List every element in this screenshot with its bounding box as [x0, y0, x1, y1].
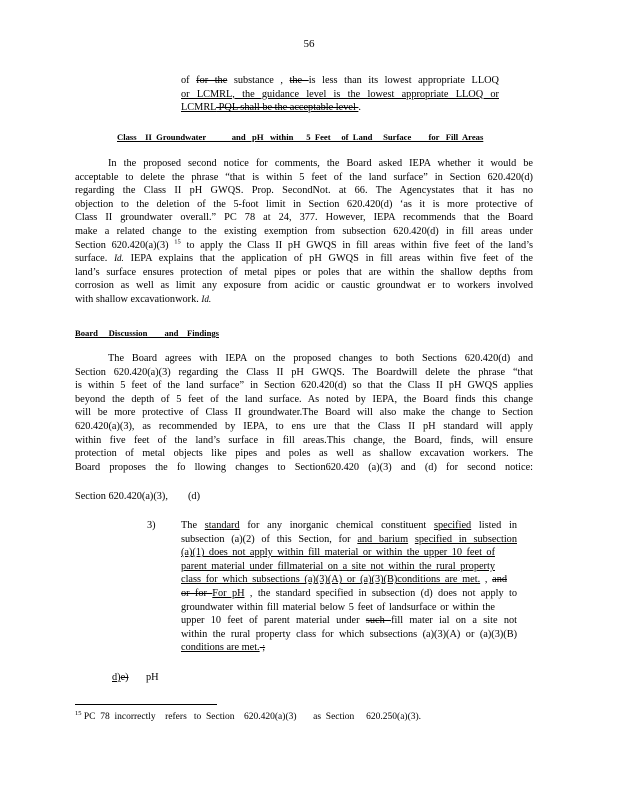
item-d-ph: [112, 671, 232, 685]
footnote-ref-15: 15: [174, 238, 181, 246]
para2-line: 620.420(a)(3), as recommended by IEPA, to ens ure that the Class II pH standard will apply: [75, 420, 533, 432]
para1-line: land’s surface ensures protection of metal pipes or poles that are within the shallow depths from: [75, 266, 533, 278]
para1-line: surface. Id. IEPA explains that the application of pH GWQS in fill areas within five feet of the: [75, 253, 533, 265]
footnote-text: PC 78 incorrectly refers to Section 620.420(a)(3) as Section 620.250(a)(3).: [81, 712, 422, 722]
item3-line: The standard for any inorganic chemical constituent specified listed in: [181, 520, 517, 531]
footnote-number: 15: [75, 709, 82, 717]
section-d: (d): [188, 491, 201, 502]
paragraph-board-agrees: [75, 352, 533, 474]
para1-line: In the proposed second notice for comments, the Board asked IEPA whether it would be: [108, 158, 533, 169]
item3-line: parent material under fillmaterial on a site not within the rural property: [181, 560, 495, 572]
intro-line-3: LCMRL PQL shall be the acceptable level .: [181, 102, 361, 114]
para1-line: regarding the Class II pH GWQS. Prop. SecondNot. at 66. The Agencystates that it has no: [75, 185, 533, 197]
para2-line: will be more protective of Class II groundwater.The Board will also make the change to Section: [75, 407, 533, 419]
item-3-number: 3): [147, 520, 156, 531]
intro-line-1: of for the substance , the is less than its lowest appropriate LLOQ: [181, 75, 499, 86]
para2-line: is within 5 feet of the land surface” in Section 620.420(d) so that the Class II pH GWQS applies: [75, 380, 533, 392]
section-label: Section 620.420(a)(3),: [75, 491, 168, 502]
para2-line: protection of metal objects like pipes and poles as well as shallow excavation workers. The: [75, 448, 533, 460]
heading-board-discussion: Board Discussion and Findings: [75, 328, 219, 338]
para1-line: Section 620.420(a)(3) $^{15}$ to apply the Class II pH GWQS in fill areas within five feet of the land’s: [75, 238, 534, 251]
item3-line: within the rural property class for which subsections (a)(3)(A) or (a)(3)(B): [181, 628, 517, 640]
page-number: 56: [303, 38, 315, 50]
paragraph-proposed-second-notice: [75, 157, 533, 307]
item-d-label: d): [112, 672, 121, 683]
para1-line: with shallow excavationwork. Id.: [75, 293, 212, 305]
para2-line: Section 620.420(a)(3) regarding the Class II pH GWQS. The Boardwill delete the phrase “that: [75, 366, 533, 378]
para2-line: Board proposes the fo llowing changes to Section620.420 (a)(3) and (d) for second notice:: [75, 461, 533, 473]
para2-line: beyond the depth of 5 feet of the land surface. As noted by IEPA, the Board finds this change: [75, 393, 533, 405]
item3-line: or for For pH , the standard specified in subsection (d) does not apply to: [181, 587, 518, 599]
heading-class-ii-groundwater: Class II Groundwater and pH within 5 Feet of Land Surface for Fill Areas: [117, 132, 484, 142]
para2-line: The Board agrees with IEPA on the proposed changes to both Sections 620.420(d) and: [108, 353, 533, 364]
item3-line: conditions are met. ;: [181, 642, 266, 654]
item-ph-label: pH: [146, 672, 159, 683]
para1-line: make a related change to the existing exemption from subsection 620.420(d) in fill areas under: [75, 225, 533, 237]
para1-line: Class II groundwater overall.” PC 78 at 24, 377. However, IEPA recommends that the Board: [75, 212, 533, 224]
item3-line: groundwater within fill material below 5 feet of landsurface or within the: [181, 601, 495, 613]
footnote-divider: [75, 704, 217, 705]
item3-line: class for which subsections (a)(3)(A) or (a)(3)(B)conditions are met. , and: [181, 574, 507, 586]
item3-line: subsection (a)(2) of this Section, for and barium specified in subsection: [181, 533, 517, 545]
item-3-text: [181, 519, 517, 655]
item3-line: upper 10 feet of parent material under such fill mater ial on a site not: [181, 615, 518, 627]
intro-block: [181, 74, 499, 115]
section-reference-line: [75, 490, 375, 504]
intro-line-2: or LCMRL, the guidance level is the lowest appropriate LLOQ or: [181, 88, 499, 100]
footnote-15: [75, 711, 421, 725]
item-e-label: e): [120, 672, 129, 683]
para1-line: acceptable to delete the phrase “that is within 5 feet of the land surface” in Section 620.420(d): [75, 171, 533, 183]
para1-line: corrosion as well as limit any exposure from acidic or caustic groundwat er to workers involved: [75, 280, 533, 292]
item3-line: (a)(1) does not apply within fill material or within the upper 10 feet of: [181, 547, 495, 559]
para1-line: objection to the deletion of the 5-foot limit in Section 620.420(d) ‘as it is more protective of: [75, 198, 533, 210]
para2-line: within five feet of the land’s surface in fill areas.This change, the Board, finds, will ensure: [75, 434, 533, 446]
